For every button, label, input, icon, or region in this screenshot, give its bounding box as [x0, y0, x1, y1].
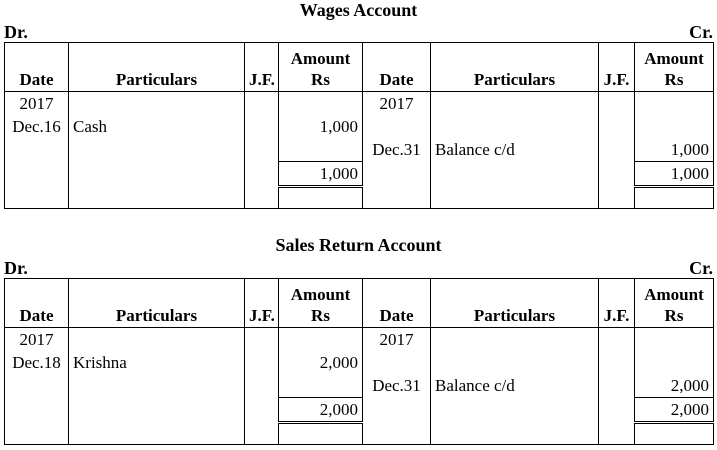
col-particulars-dr: Particulars	[69, 43, 245, 92]
table-row-total	[5, 162, 714, 187]
debit-particulars: Krishna	[69, 351, 245, 374]
credit-year: 2017	[363, 92, 431, 116]
ledger-table-sales-return	[4, 278, 714, 445]
amount-label: Amount	[644, 49, 704, 68]
col-particulars-cr: Particulars	[431, 279, 599, 328]
ledger-table-wages	[4, 42, 714, 209]
debit-amount: 1,000	[279, 115, 363, 138]
col-particulars-dr: Particulars	[69, 279, 245, 328]
credit-total: 1,000	[635, 162, 714, 187]
header-row	[5, 279, 714, 328]
table-row	[5, 423, 714, 445]
debit-amount: 2,000	[279, 351, 363, 374]
amount-label: Amount	[290, 49, 351, 68]
credit-year: 2017	[363, 328, 431, 352]
table-row	[5, 92, 714, 116]
debit-year: 2017	[5, 328, 69, 352]
debit-date: Dec.16	[5, 115, 69, 138]
cr-label: Cr.	[689, 22, 713, 42]
table-row	[5, 328, 714, 352]
dr-cr-labels	[4, 22, 713, 42]
currency-label: Rs	[664, 70, 684, 89]
credit-total: 2,000	[635, 398, 714, 423]
col-amount-dr	[279, 43, 363, 92]
credit-amount: 2,000	[635, 374, 714, 398]
credit-date: Dec.31	[363, 138, 431, 162]
col-date-dr: Date	[5, 43, 69, 92]
credit-particulars: Balance c/d	[431, 138, 599, 162]
header-row	[5, 43, 714, 92]
debit-date: Dec.18	[5, 351, 69, 374]
col-date-dr: Date	[5, 279, 69, 328]
debit-year: 2017	[5, 92, 69, 116]
cr-label: Cr.	[689, 258, 713, 278]
col-jf-cr: J.F.	[599, 279, 635, 328]
table-row	[5, 187, 714, 209]
currency-label: Rs	[664, 306, 684, 325]
col-amount-cr	[635, 43, 714, 92]
debit-particulars: Cash	[69, 115, 245, 138]
col-date-cr: Date	[363, 279, 431, 328]
col-jf-dr: J.F.	[245, 279, 279, 328]
debit-total: 1,000	[279, 162, 363, 187]
currency-label: Rs	[311, 70, 330, 89]
credit-particulars: Balance c/d	[431, 374, 599, 398]
currency-label: Rs	[311, 306, 330, 325]
amount-label: Amount	[290, 285, 351, 304]
table-row	[5, 138, 714, 162]
credit-date: Dec.31	[363, 374, 431, 398]
dr-cr-labels	[4, 258, 713, 278]
table-row	[5, 115, 714, 138]
debit-total: 2,000	[279, 398, 363, 423]
amount-label: Amount	[644, 285, 704, 304]
table-row	[5, 374, 714, 398]
col-amount-dr	[279, 279, 363, 328]
col-date-cr: Date	[363, 43, 431, 92]
col-jf-cr: J.F.	[599, 43, 635, 92]
col-jf-dr: J.F.	[245, 43, 279, 92]
table-row-total	[5, 398, 714, 423]
dr-label: Dr.	[4, 258, 28, 278]
account-title: Sales Return Account	[275, 235, 442, 255]
col-amount-cr	[635, 279, 714, 328]
credit-amount: 1,000	[635, 138, 714, 162]
dr-label: Dr.	[4, 22, 28, 42]
account-title: Wages Account	[299, 0, 418, 20]
table-row	[5, 351, 714, 374]
col-particulars-cr: Particulars	[431, 43, 599, 92]
